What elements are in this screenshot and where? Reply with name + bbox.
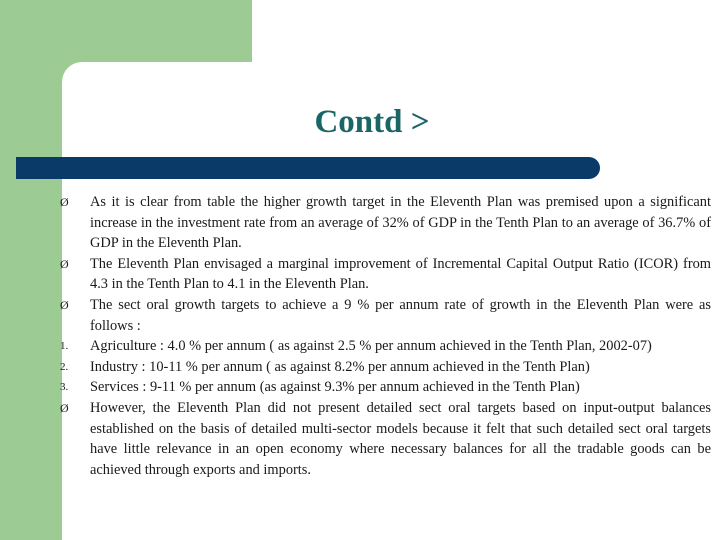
list-item-text: As it is clear from table the higher growth target in the Eleventh Plan was premised upon a significant increase in the investment rate from an average of 32% of GDP in the Tenth Plan to an average of 36.7% of GDP in the Eleventh Plan. xyxy=(90,194,711,252)
title-divider-bar xyxy=(16,157,600,179)
list-item xyxy=(60,377,711,398)
list-item xyxy=(60,398,711,480)
arrow-bullet-icon: Ø xyxy=(60,400,69,415)
list-item xyxy=(60,192,711,254)
list-item-text: Services : 9-11 % per annum (as against 9.3% per annum achieved in the Tenth Plan) xyxy=(90,379,580,396)
list-item-text: Industry : 10-11 % per annum ( as against 8.2% per annum achieved in the Tenth Plan) xyxy=(90,358,590,375)
number-marker: 1. xyxy=(60,340,69,353)
list-item-text: The sect oral growth targets to achieve a 9 % per annum rate of growth in the Eleventh Plan were as follows : xyxy=(90,296,711,334)
slide-title: Contd > xyxy=(314,104,430,140)
list-item xyxy=(60,357,711,378)
arrow-bullet-icon: Ø xyxy=(60,297,69,312)
list-item-text: The Eleventh Plan envisaged a marginal improvement of Incremental Capital Output Ratio (ICOR) from 4.3 in the Tenth Plan to 4.1 in the Eleventh Plan. xyxy=(90,255,711,293)
number-marker: 3. xyxy=(60,381,69,394)
list-item-text: However, the Eleventh Plan did not present detailed sect oral targets based on input-output balances established on the basis of detailed multi-sector models because it felt that such detailed sect oral targets have little relevance in an open economy where necessary balances for all the tradable goods can be achieved through exports and imports. xyxy=(90,399,711,478)
bullet-list xyxy=(60,192,711,480)
arrow-bullet-icon: Ø xyxy=(60,256,69,271)
list-item xyxy=(60,254,711,295)
number-marker: 2. xyxy=(60,360,69,373)
list-item xyxy=(60,336,711,357)
arrow-bullet-icon: Ø xyxy=(60,195,69,209)
list-item xyxy=(60,295,711,336)
list-item-text: Agriculture : 4.0 % per annum ( as against 2.5 % per annum achieved in the Tenth Plan, 2002-07) xyxy=(90,338,652,355)
